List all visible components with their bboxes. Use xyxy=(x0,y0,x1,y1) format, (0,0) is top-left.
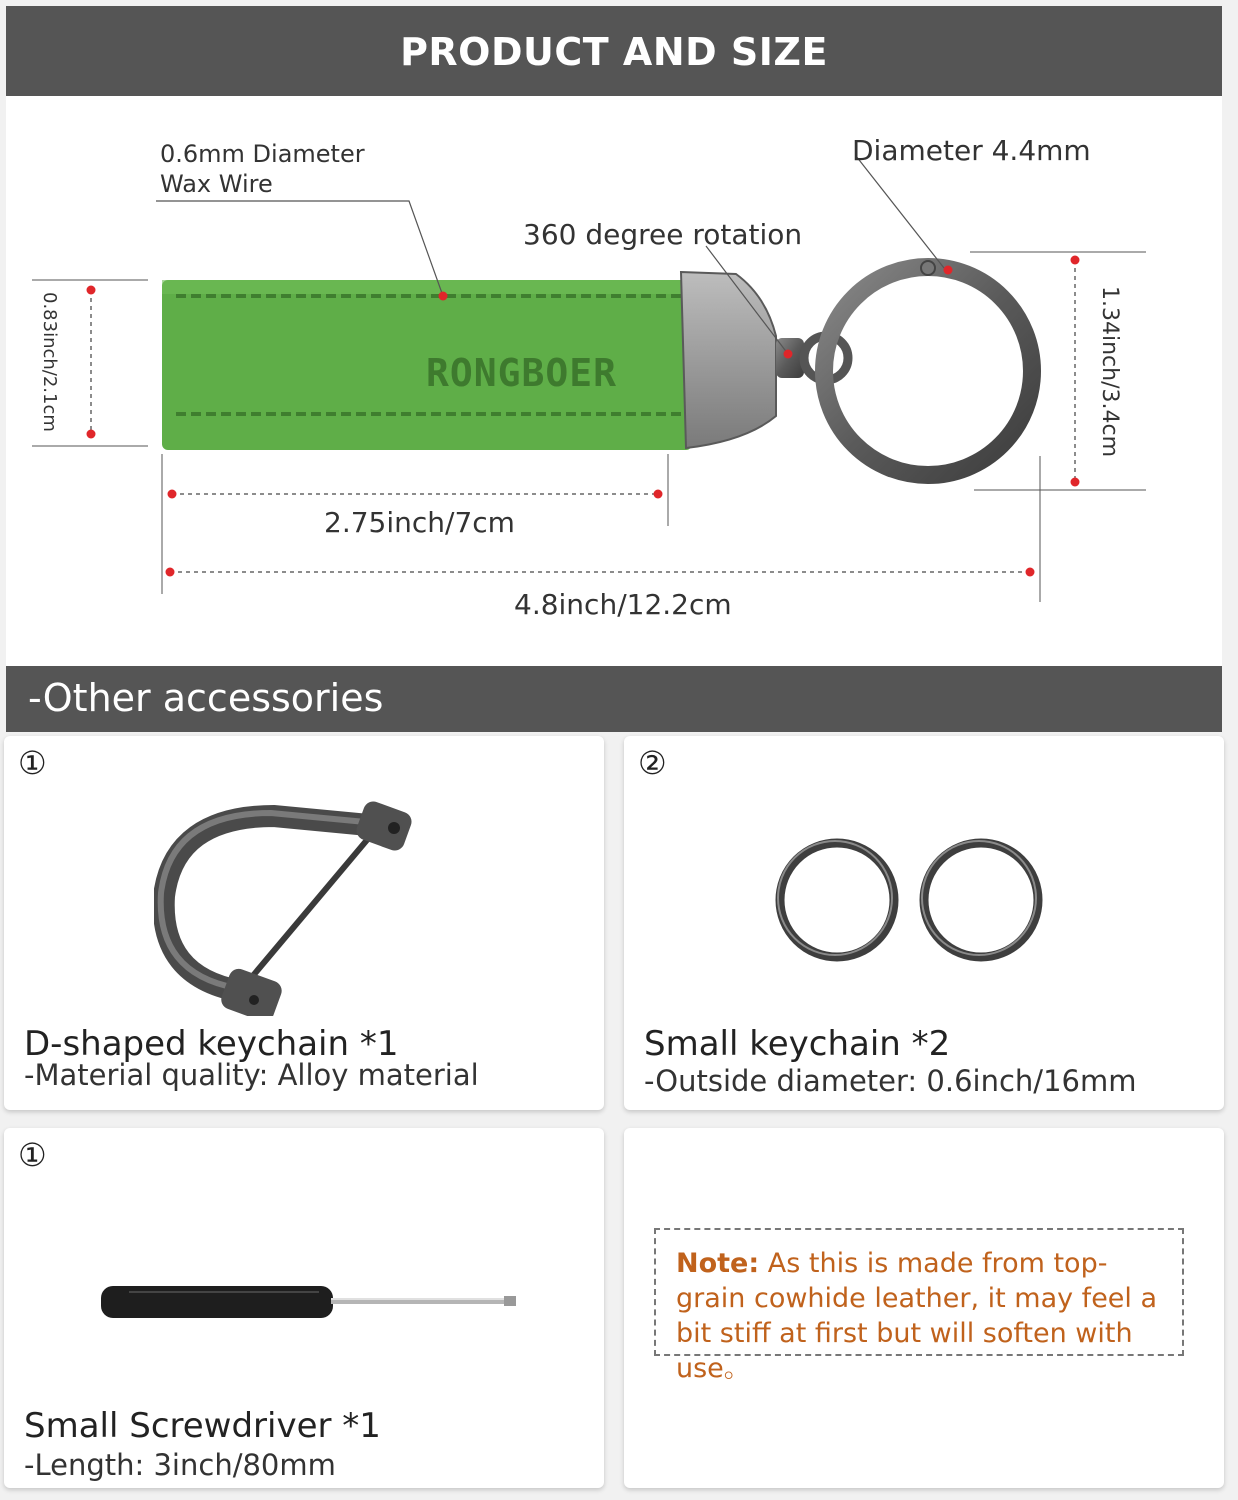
screwdriver-icon xyxy=(99,1280,519,1330)
item-detail: -Material quality: Alloy material xyxy=(24,1058,479,1092)
metal-cap xyxy=(681,272,776,448)
page-title: PRODUCT AND SIZE xyxy=(400,30,828,74)
split-rings-icon xyxy=(769,832,1059,972)
key-ring xyxy=(824,267,1032,475)
ring-height-label: 1.34inch/3.4cm xyxy=(1097,286,1122,458)
item-title: D-shaped keychain *1 xyxy=(24,1024,399,1064)
accessory-card-screwdriver xyxy=(4,1128,604,1488)
note-text: As this is made from top-grain cowhide leather, it may feel a bit stiff at first but will soften with use。 xyxy=(676,1248,1158,1384)
item-detail: -Length: 3inch/80mm xyxy=(24,1448,336,1482)
total-length-label: 4.8inch/12.2cm xyxy=(514,588,732,621)
accessories-header-bar xyxy=(6,666,1222,732)
brand-logo: RONGBOER xyxy=(426,351,618,395)
accessories-title: -Other accessories xyxy=(28,676,384,720)
strap-length-label: 2.75inch/7cm xyxy=(324,506,515,539)
wax-wire-label-line2: Wax Wire xyxy=(160,170,273,198)
item-number: ② xyxy=(638,744,667,782)
item-title: Small keychain *2 xyxy=(644,1024,951,1064)
item-number: ① xyxy=(18,1136,47,1174)
note-label: Note: xyxy=(676,1248,760,1279)
accessory-card-small-keychain xyxy=(624,736,1224,1110)
wax-wire-label-line1: 0.6mm Diameter xyxy=(160,140,365,168)
header-bar xyxy=(6,6,1222,96)
item-detail: -Outside diameter: 0.6inch/16mm xyxy=(644,1064,1137,1098)
note-card xyxy=(624,1128,1224,1488)
note-box xyxy=(654,1228,1184,1384)
item-title: Small Screwdriver *1 xyxy=(24,1406,381,1446)
product-diagram-panel xyxy=(6,96,1222,666)
ring-diameter-label: Diameter 4.4mm xyxy=(852,134,1091,167)
accessory-card-d-keychain xyxy=(4,736,604,1110)
rotation-label: 360 degree rotation xyxy=(523,218,803,251)
item-number: ① xyxy=(18,744,47,782)
d-shackle-icon xyxy=(154,786,434,1016)
strap-height-label: 0.83inch/2.1cm xyxy=(39,292,60,432)
